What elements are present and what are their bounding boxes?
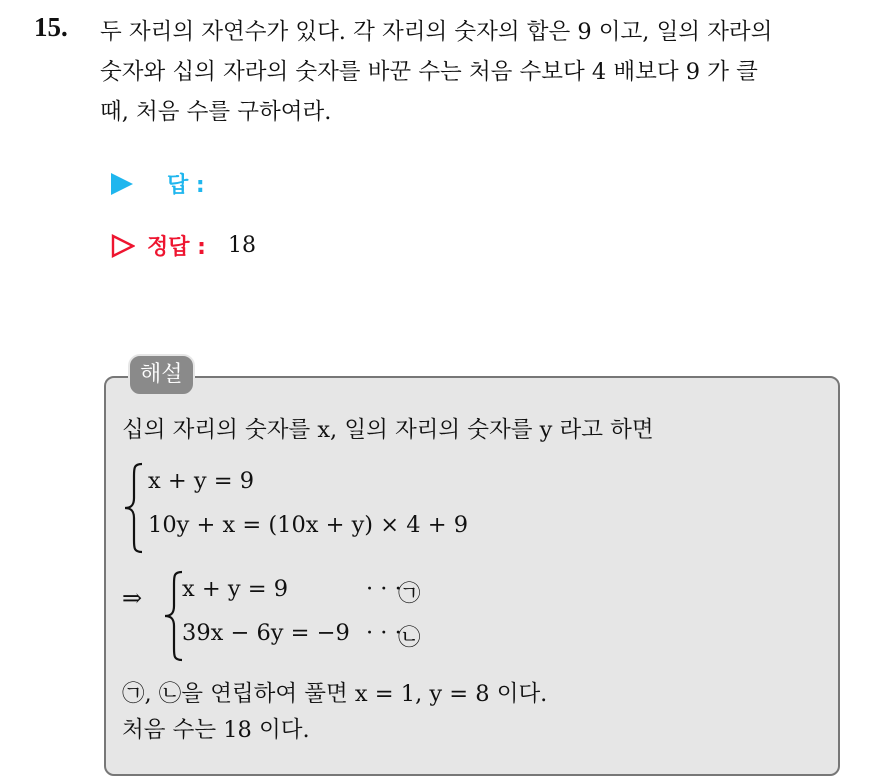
equation-system-2 <box>162 570 462 662</box>
question-line-1: 두 자리의 자연수가 있다. 각 자리의 숫자의 합은 9 이고, 일의 자라의 <box>100 19 773 45</box>
play-triangle-icon <box>111 173 133 195</box>
outline-triangle-icon <box>111 234 135 258</box>
answer-row <box>111 168 205 199</box>
question-text <box>100 12 866 132</box>
implies-arrow: ⇒ <box>122 584 143 612</box>
solution-tag: 해설 <box>128 354 195 396</box>
solution-conclusion-2: 처음 수는 18 이다. <box>122 717 310 743</box>
system1-eq2: 10y + x = (10x + y) × 4 + 9 <box>148 512 469 538</box>
solution-conclusion-1: ㉠, ㉡을 연립하여 풀면 x = 1, y = 8 이다. <box>122 681 548 707</box>
left-brace-icon <box>162 570 184 662</box>
question-number: 15. <box>34 12 68 42</box>
question-line-2: 숫자와 십의 자라의 숫자를 바꾼 수는 처음 수보다 4 배보다 9 가 클 <box>100 59 758 85</box>
system2-eq1: x + y = 9 <box>182 576 289 602</box>
solution-intro: 십의 자리의 숫자를 x, 일의 자리의 숫자를 y 라고 하면 <box>122 417 654 443</box>
system2-dots-1: · · · <box>366 576 402 602</box>
system1-eq1: x + y = 9 <box>148 468 255 494</box>
circled-nieun-mark: ㉡ <box>398 625 421 651</box>
correct-answer-label: 정답 : <box>147 235 206 260</box>
correct-answer-value: 18 <box>227 233 256 258</box>
system2-dots-2: · · · <box>366 620 402 646</box>
left-brace-icon <box>122 462 144 554</box>
equation-system-1 <box>122 462 542 554</box>
question-line-3: 때, 처음 수를 구하여라. <box>100 99 332 125</box>
system2-eq2: 39x − 6y = −9 <box>182 620 350 646</box>
answer-label: 답 : <box>167 173 205 198</box>
circled-giyeok-mark: ㉠ <box>398 581 421 607</box>
correct-answer-row <box>111 230 256 261</box>
